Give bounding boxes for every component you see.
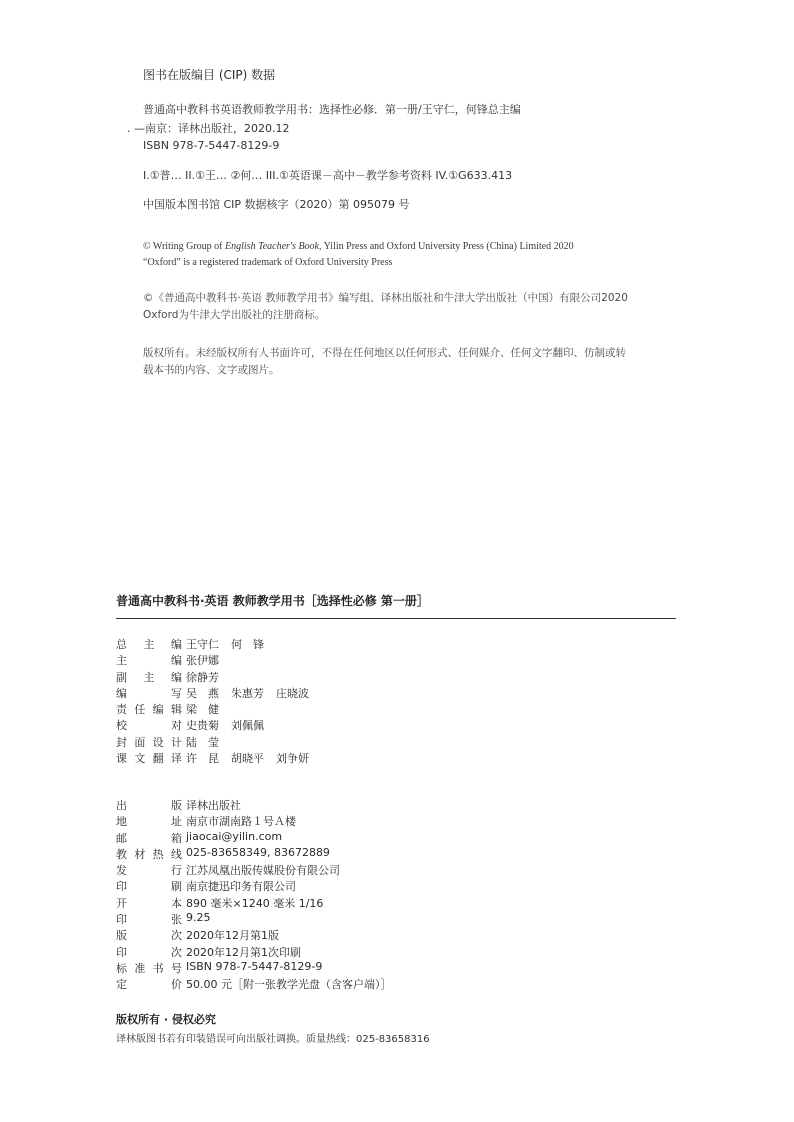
staff-label: 校对: [116, 719, 182, 733]
pub-row: [116, 797, 392, 813]
copyright-en-line-2: “Oxford” is a registered trademark of Oxford University Press: [143, 257, 393, 268]
rights-line-1: 版权所有。未经版权所有人书面许可，不得在任何地区以任何形式、任何媒介、任何文字翻印、仿制或转: [143, 347, 626, 359]
pub-label: 出版: [116, 799, 182, 812]
staff-row: [116, 701, 321, 717]
staff-label: 课文翻译: [116, 752, 182, 766]
pub-label: 标准书号: [116, 961, 182, 975]
pub-label: 印次: [116, 945, 182, 959]
pub-label: 邮箱: [116, 831, 182, 845]
staff-label: 主编: [116, 654, 182, 668]
staff-row: [116, 717, 321, 733]
copyright-en-line-1: © Writing Group of English Teacher's Book, Yilin Press and Oxford University Press (China) Limited 2020: [143, 241, 574, 252]
staff-name: 吴 燕: [186, 686, 219, 700]
pub-label: 教材热线: [116, 847, 182, 861]
pub-row: [116, 846, 392, 862]
pub-label: 版次: [116, 929, 182, 943]
pub-row: [116, 927, 392, 943]
publication-info: [116, 797, 392, 993]
staff-name: 徐静芳: [186, 670, 219, 684]
cip-line-2: . —南京：译林出版社，2020.12: [127, 122, 290, 135]
book-title: 普通高中教科书·英语 教师教学用书［选择性必修 第一册］: [116, 594, 429, 608]
staff-name: 史贵菊: [186, 719, 219, 733]
staff-name: 何 锋: [231, 638, 264, 651]
copyright-cn-line-1: ©《普通高中教科书·英语 教师教学用书》编写组、译林出版社和牛津大学出版社（中国）有限公司2020: [143, 292, 628, 304]
copyright-cn-line-2: Oxford为牛津大学出版社的注册商标。: [143, 309, 326, 321]
pub-row: [116, 976, 392, 992]
footer-rights: 版权所有 · 侵权必究: [116, 1013, 216, 1026]
staff-name: 王守仁: [186, 638, 219, 651]
pub-row: [116, 895, 392, 911]
pub-row: [116, 911, 392, 927]
staff-row: [116, 750, 321, 766]
staff-list: [116, 636, 321, 766]
staff-label: 总主编: [116, 638, 182, 651]
pub-value: jiaocai@yilin.com: [186, 829, 283, 843]
rights-line-2: 载本书的内容、文字或图片。: [143, 364, 280, 376]
divider: [116, 618, 676, 619]
cip-line-5: 中国版本图书馆 CIP 数据核字（2020）第 095079 号: [143, 198, 410, 211]
pub-label: 定价: [116, 978, 182, 992]
pub-value: 025-83658349, 83672889: [186, 845, 330, 859]
pub-value: 890 毫米×1240 毫米 1/16: [186, 896, 324, 910]
cip-title: 图书在版编目 (CIP) 数据: [143, 68, 276, 82]
staff-name: 朱惠芳: [231, 686, 264, 700]
pub-label: 开本: [116, 896, 182, 910]
pub-value: 南京捷迅印务有限公司: [186, 880, 296, 894]
cip-line-3: ISBN 978-7-5447-8129-9: [143, 139, 280, 152]
staff-name: 许 昆: [186, 752, 219, 766]
pub-label: 印张: [116, 913, 182, 927]
pub-row: [116, 813, 392, 829]
staff-name: 刘佩佩: [231, 719, 264, 733]
staff-name: 庄晓波: [276, 686, 309, 700]
staff-row: [116, 636, 321, 652]
staff-label: 封面设计: [116, 735, 182, 749]
pub-value: 译林出版社: [186, 799, 241, 812]
staff-label: 副主编: [116, 670, 182, 684]
pub-row: [116, 944, 392, 960]
staff-row: [116, 685, 321, 701]
pub-value: 南京市湖南路１号Ａ楼: [186, 815, 296, 829]
pub-label: 印刷: [116, 880, 182, 894]
staff-name: 张伊娜: [186, 654, 219, 668]
staff-name: 刘争妍: [276, 752, 309, 766]
pub-value: ISBN 978-7-5447-8129-9: [186, 959, 323, 973]
staff-name: 胡晓平: [231, 752, 264, 766]
staff-row: [116, 734, 321, 750]
staff-name: 梁 健: [186, 703, 219, 717]
pub-value: 50.00 元［附一张教学光盘（含客户端）］: [186, 978, 392, 992]
pub-value: 江苏凤凰出版传媒股份有限公司: [186, 864, 340, 878]
staff-row: [116, 652, 321, 668]
cip-line-4: I.①普… II.①王… ②何… III.①英语课－高中－教学参考资料 IV.①G633.413: [143, 169, 513, 182]
staff-label: 责任编辑: [116, 703, 182, 717]
pub-label: 发行: [116, 864, 182, 878]
staff-row: [116, 669, 321, 685]
staff-label: 编写: [116, 686, 182, 700]
pub-row: [116, 960, 392, 976]
pub-value: 2020年12月第1版: [186, 929, 279, 943]
footer-quality-note: 译林版图书若有印装错误可向出版社调换。质量热线：025-83658316: [116, 1034, 430, 1045]
staff-name: 陆 莹: [186, 735, 219, 749]
pub-value: 2020年12月第1次印刷: [186, 945, 301, 959]
pub-value: 9.25: [186, 911, 211, 925]
pub-row: [116, 830, 392, 846]
pub-row: [116, 862, 392, 878]
cip-line-1: 普通高中教科书英语教师教学用书：选择性必修．第一册/王守仁，何锋总主编: [143, 103, 521, 116]
pub-row: [116, 878, 392, 894]
pub-label: 地址: [116, 815, 182, 829]
